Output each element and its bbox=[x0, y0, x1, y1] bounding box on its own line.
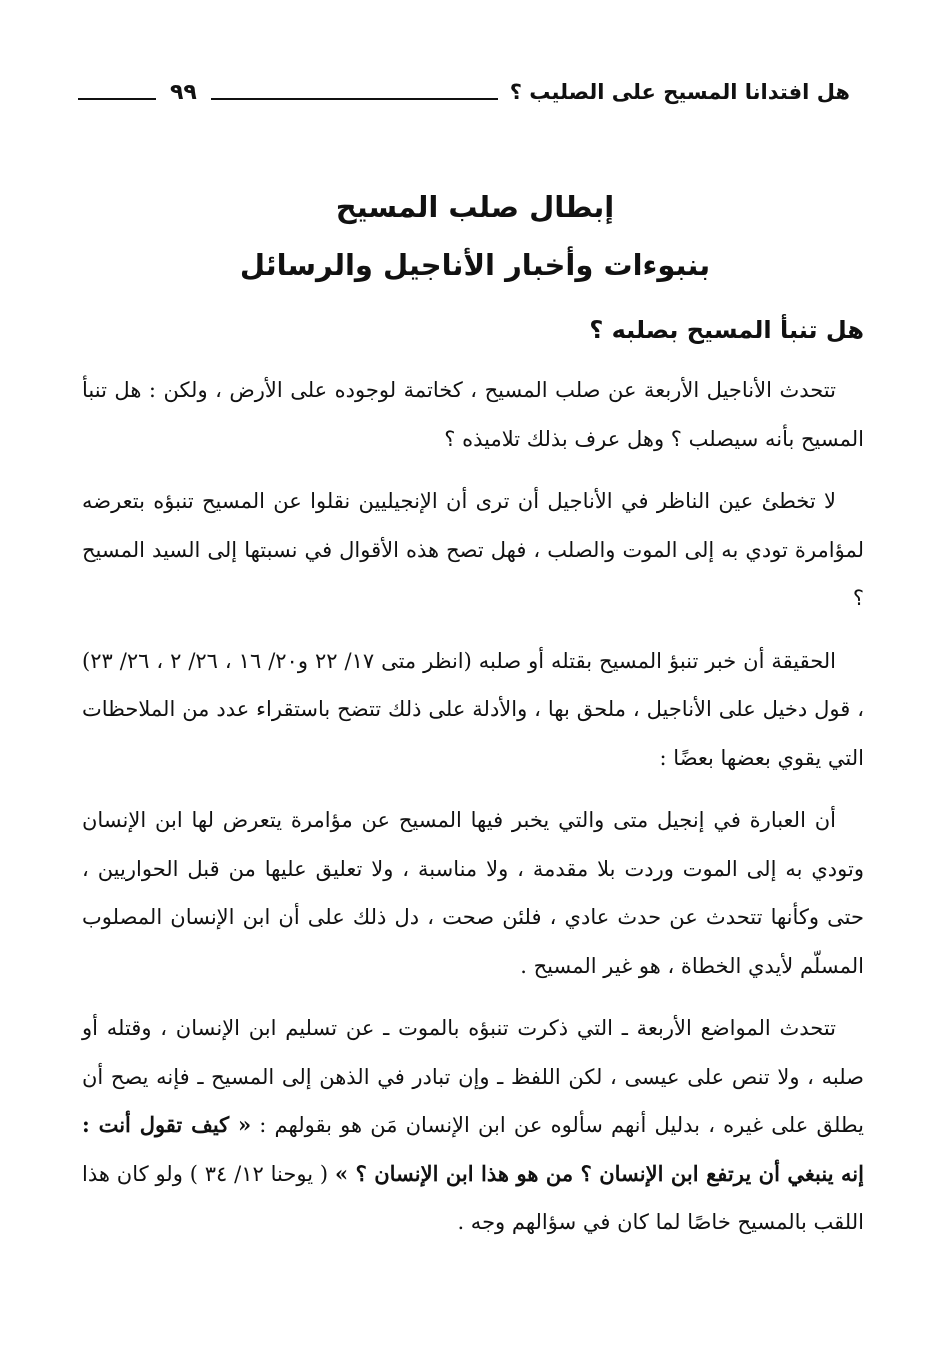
body-text bbox=[82, 310, 864, 1261]
gospel-quote: « كيف تقول أنت : إنه ينبغي أن يرتفع ابن الإنسان ؟ من هو هذا ابن الإنسان ؟ » bbox=[82, 1112, 864, 1186]
paragraph: أن العبارة في إنجيل متى والتي يخبر فيها المسيح عن مؤامرة يتعرض لها ابن الإنسان وتودي به إلى الموت وردت بلا مقدمة ، ولا مناسبة ، ولا تعليق عليها من قبل الحواريين ، حتى وكأنها تتحدث عن حدث عادي ، فلئن صحت ، دل ذلك على أن ابن الإنسان المصلوب المسلّم لأيدي الخطاة ، هو غير المسيح . bbox=[82, 808, 864, 978]
page-number: ٩٩ bbox=[170, 79, 197, 105]
paragraph: تتحدث الأناجيل الأربعة عن صلب المسيح ، كخاتمة لوجوده على الأرض ، ولكن : هل تنبأ المسيح بأنه سيصلب ؟ وهل عرف بذلك تلاميذه ؟ bbox=[82, 378, 864, 451]
chapter-title-line-1: إبطال صلب المسيح bbox=[335, 190, 615, 224]
paragraph-with-quote bbox=[82, 1004, 864, 1247]
chapter-title bbox=[80, 178, 870, 294]
citation-text: ( يوحنا ١٢/ ٣٤ ) ولو كان هذا اللقب بالمسيح خاصًا لما كان في سؤالهم وجه . bbox=[82, 1161, 864, 1234]
header-rule-short bbox=[78, 98, 156, 100]
paragraph: لا تخطئ عين الناظر في الأناجيل أن ترى أن الإنجيليين نقلوا عن المسيح تنبؤه بتعرضه لمؤامرة تودي به إلى الموت والصلب ، فهل تصح هذه الأقوال في نسبتها إلى السيد المسيح ؟ bbox=[82, 489, 864, 610]
running-title: هل افتدانا المسيح على الصليب ؟ bbox=[509, 80, 850, 104]
paragraph: الحقيقة أن خبر تنبؤ المسيح بقتله أو صلبه (انظر متى ١٧/ ٢٢ و٢٠/ ١٦ ، ٢٦/ ٢ ، ٢٦/ ٢٣) ، قول دخيل على الأناجيل ، ملحق بها ، والأدلة على ذلك تتضح باستقراء عدد من الملاحظات التي يقوي بعضها بعضًا : bbox=[82, 648, 864, 770]
chapter-title-line-2: بنبوءات وأخبار الأناجيل والرسائل bbox=[239, 248, 711, 282]
paragraph-text: تتحدث المواضع الأربعة ـ التي ذكرت تنبؤه بالموت ـ عن تسليم ابن الإنسان ، وقتله أو صلبه ، ولا تنص على عيسى ، لكن اللفظ ـ وإن تبادر في الذهن إلى المسيح ـ فإنه يصح أن يطلق على غيره ، بدليل أنهم سألوه عن ابن الإنسان مَن هو بقولهم : bbox=[82, 1016, 864, 1137]
section-heading: هل تنبأ المسيح بصلبه ؟ bbox=[589, 316, 864, 344]
header-rule bbox=[211, 98, 498, 100]
running-header bbox=[78, 72, 850, 112]
